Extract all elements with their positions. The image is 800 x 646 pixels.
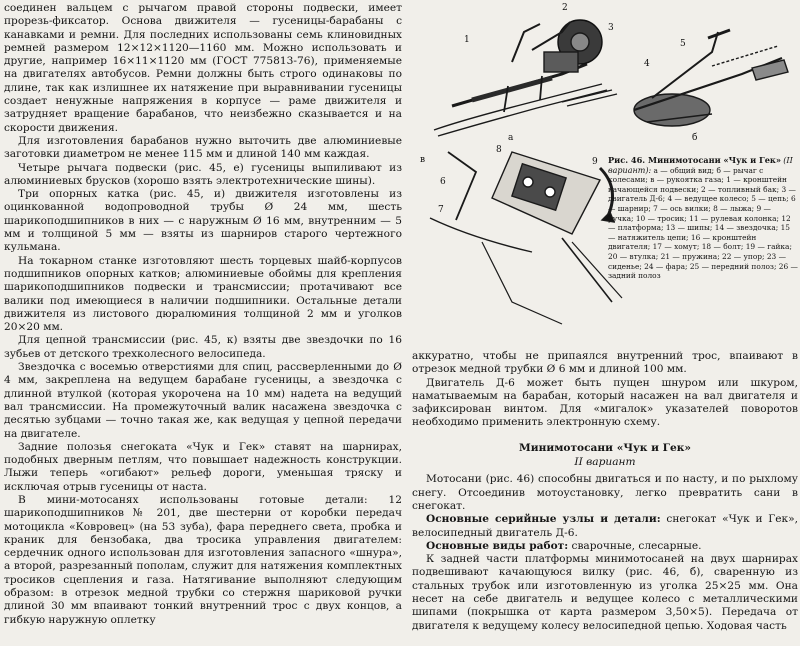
figure-label: а bbox=[508, 133, 514, 143]
figure-label: 3 bbox=[608, 23, 614, 33]
caption-title: Рис. 46. Минимотосани «Чук и Гек» bbox=[608, 155, 781, 165]
caption-body: а — общий вид; б — рычаг с колесами; в — рукоятка газа; 1 — кронштейн качающейся подвески; 2 — топливный бак; 3 — двигатель Д-6; 4 — ведущее колесо; 5 — цепь; 6 — шарнир; 7 — ось вилки; 8 — лыжа; 9 — ручка; 10 — тросик; 11 — рулевая колонка; 12 — платформа; 13 — шипы; 14 — звездочка; 15 — натяжитель цепи; 16 — кронштейн двигателя; 17 — хомут; 18 — болт; 19 — гайка; 20 — втулка; 21 — пружина; 22 — упор; 23 — сиденье; 24 — фара; 25 — передний полоз; 26 — задний полоз bbox=[608, 165, 798, 281]
bold-prefix: Основные виды работ: bbox=[426, 539, 569, 552]
figure-label: 8 bbox=[496, 145, 502, 155]
paragraph-rest: снегокат «Чук и Гек», велосипедный двигатель Д-6. bbox=[412, 513, 799, 539]
right-text-column bbox=[412, 350, 798, 633]
figure-label: 2 bbox=[562, 3, 568, 13]
paragraph: К задней части платформы минимотосаней на двух шарнирах подвешивают качающуюся вилку (рис. 46, б), сваренную из стальных трубок или изготовленную из уголка 25×25 мм. Она несет на себе двигатель и ведущее колесо с металлическими шипами (покрышка от карта размером 3,50×5). Передача от двигателя к ведущему колесу велосипедной цепью. Ходовая часть bbox=[412, 553, 798, 632]
paragraph: В мини-мотосанях использованы готовые детали: 12 шарикоподшипников № 201, две шестерни от коробки передач мотоцикла «Ковровец» (на 53 зуба), фара переднего света, пробка и краник для бензобака, два тросика управления двигателем: сердечник одного использован для изготовления запасного «шнура», а второй, разрезанный пополам, служит для натяжения комплектных тросиков сцепления и газа. Натягивание выполняют следующим образом: в отрезок медной трубки со стержня шариковой ручки длиной 30 мм впаивают тонкий внутренний трос с двух концов, а гибкую наружную оплетку bbox=[4, 493, 402, 626]
caption-subtitle: (II вариант): bbox=[608, 156, 793, 175]
drawing-a-general-view bbox=[434, 20, 617, 136]
figure-label: в bbox=[420, 155, 426, 165]
figure-label: б bbox=[692, 133, 698, 143]
paragraph: Три опорных катка (рис. 45, и) движителя изготовлены из оцинкованной водопроводной трубы Ø 24 мм, шесть шарикоподшипников в них — с наружным Ø 16 мм, внутренним — 5 мм и толщиной 5 мм — взяты из шарниров старого чертежного кульмана. bbox=[4, 188, 402, 254]
paragraph: Задние полозья снегоката «Чук и Гек» ставят на шарнирах, подобных дверным петлям, что повышает надежность конструкции. Лыжи теперь «огибают» рельеф дороги, уменьшая тряску и исключая отрыв гусеницы от наста. bbox=[4, 440, 402, 493]
paragraph: Мотосани (рис. 46) способны двигаться и по насту, и по рыхлому снегу. Отсоединив мотоустановку, легко превратить сани в снегокат. bbox=[412, 473, 798, 512]
section-subheading: II вариант bbox=[574, 456, 636, 469]
figure-label: 7 bbox=[438, 205, 444, 215]
bold-prefix: Основные серийные узлы и детали: bbox=[426, 513, 661, 526]
paragraph-serial-parts bbox=[412, 513, 798, 540]
figure-label: 1 bbox=[464, 35, 470, 45]
paragraph-work-types bbox=[412, 540, 798, 553]
figure-label: 9 bbox=[592, 157, 598, 167]
paragraph: соединен вальцем с рычагом правой стороны подвески, имеет прорезь-фиксатор. Основа движителя — гусеницы-барабаны с канавками и ремни. Для последних использованы семь клиновидных ремней размером 12×12×1120—1160 мм. Можно использовать и другие, например 16×11×1120 мм (ГОСТ 775813-76), применяемые на двигателях автобусов. Ремни должны быть строго одинаковы по длине, так как излишнее их натяжение при выравнивании гусеницы создает ненужные напряжения в корпусе — раме движителя и затрудняет вращение барабанов, что неизбежно сказывается и на скорости движения. bbox=[4, 2, 402, 134]
left-text-column bbox=[4, 2, 402, 627]
paragraph: Звездочка с восемью отверстиями для спиц, рассверленными до Ø 4 мм, закреплена на ведущем барабане гусеницы, а звездочка с длинной втулкой (которая укорочена на 10 мм) надета на ведущий вал трансмиссии. На промежуточный валик насажена звездочка с десятью зубцами — точно такая же, как ведущая у цепной передачи на двигателе. bbox=[4, 361, 402, 440]
paragraph: аккуратно, чтобы не припаялся внутренний трос, впаивают в отрезок медной трубки Ø 6 мм и длиной 100 мм. bbox=[412, 350, 798, 376]
section-heading: Минимотосани «Чук и Гек» bbox=[519, 441, 691, 454]
figure-label: 5 bbox=[680, 39, 686, 49]
paragraph: Для цепной трансмиссии (рис. 45, к) взяты две звездочки по 16 зубьев от детского трехколесного велосипеда. bbox=[4, 334, 402, 360]
paragraph: Четыре рычага подвески (рис. 45, е) гусеницы выпиливают из алюминиевых брусков (хорошо взять электротехнические шины). bbox=[4, 161, 402, 187]
paragraph-rest: сварочные, слесарные. bbox=[571, 539, 702, 552]
drawing-c-throttle-grip bbox=[430, 152, 622, 324]
figure-label: 6 bbox=[440, 177, 446, 187]
drawing-b-rear-lever bbox=[634, 30, 788, 126]
paragraph: Двигатель Д-6 может быть пущен шнуром или шкуром, наматываемым на барабан, который насажен на вал двигателя и зафиксирован винтом. Для «мигалок» указателей поворотов необходимо применить электронную схему. bbox=[412, 376, 798, 429]
figure-label: 4 bbox=[644, 59, 650, 69]
figure-caption bbox=[608, 155, 798, 281]
paragraph: Для изготовления барабанов нужно выточить две алюминиевые заготовки диаметром не менее 115 мм и длиной 140 мм каждая. bbox=[4, 134, 402, 161]
paragraph: На токарном станке изготовляют шесть торцевых шайб-корпусов подшипников опорных катков; алюминиевые обоймы для крепления шарикоподшипников подвески и трансмиссии; протачивают все валики под имеющиеся в наличии подшипники. Остальные детали движителя из листового дюралюминия толщиной 2 мм и уголков 20×20 мм. bbox=[4, 254, 402, 334]
